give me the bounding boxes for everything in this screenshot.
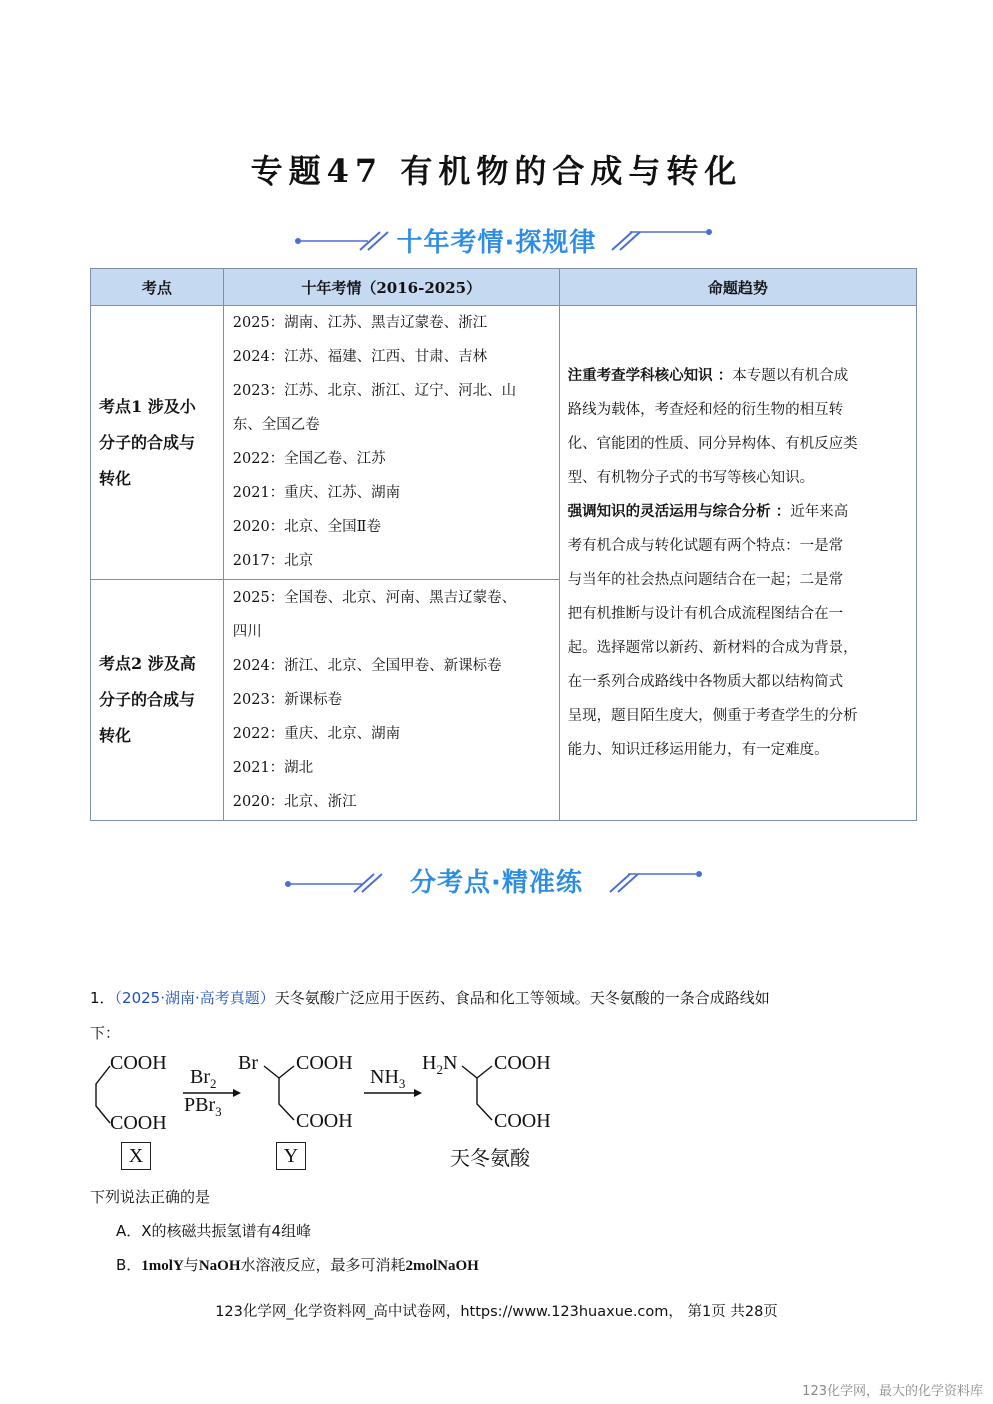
kaodian-1-line: 分子的合成与 — [99, 432, 196, 452]
exam-history-table — [90, 268, 917, 821]
question-prompt: 下列说法正确的是 — [90, 1188, 211, 1206]
option-text: 与 — [183, 1256, 199, 1274]
page-footer: 123化学网_化学资料网_高中试卷网，https://www.123huaxue.com， 第1页 共28页 — [215, 1304, 778, 1320]
year-line: 2024：浙江、北京、全国甲卷、新课标卷 — [232, 658, 502, 674]
option-text: X的核磁共振氢谱有4组峰 — [141, 1222, 312, 1240]
year-line: 四川 — [232, 624, 262, 640]
product-cooh-bottom: COOH — [494, 1110, 551, 1132]
watermark: 123化学网，最大的化学资料库 — [802, 1384, 983, 1399]
option-a — [116, 1220, 311, 1241]
kaodian-2-line: 分子的合成与 — [99, 690, 196, 709]
reagent-nh3: $NH_3$ — [370, 1066, 406, 1091]
banner-ten-year — [0, 218, 993, 262]
table-row — [91, 306, 917, 580]
x-cooh-top: COOH — [110, 1052, 167, 1074]
product-cooh-top: COOH — [494, 1052, 551, 1074]
reagent-br2: $Br_2$ — [190, 1066, 217, 1091]
question-stem: 天冬氨酸广泛应用于医药、食品和化工等领域。天冬氨酸的一条合成路线如 — [274, 989, 770, 1007]
trend-text: 与当年的社会热点问题结合在一起；二是常 — [567, 572, 844, 588]
kaodian-2 — [91, 580, 224, 821]
trend-text: 化、官能团的性质、同分异构体、有机反应类 — [567, 436, 858, 452]
year-line: 2020：北京、浙江 — [232, 794, 357, 810]
option-letter: B． — [116, 1256, 142, 1274]
question-number: 1． — [90, 989, 115, 1007]
table-header-row — [91, 269, 917, 306]
trend-cell — [559, 306, 916, 821]
banner-ten-year-text: 十年考情·探规律 — [396, 228, 597, 258]
trend-text: 呈现，题目陌生度大，侧重于考查学生的分析 — [567, 708, 858, 724]
question-stem-2: 下： — [90, 1024, 121, 1042]
kaodian-1-line: 转化 — [99, 468, 132, 488]
year-line: 2024：江苏、福建、江西、甘肃、吉林 — [232, 349, 488, 365]
trend-text: 本专题以有机合成 — [732, 368, 849, 384]
year-line: 2023：新课标卷 — [232, 692, 343, 708]
trend-text: 能力、知识迁移运用能力，有一定难度。 — [567, 742, 829, 758]
label-x: X — [121, 1142, 151, 1170]
option-b-mol: 1molY — [141, 1258, 184, 1274]
year-line: 2021：重庆、江苏、湖南 — [232, 485, 401, 501]
year-line: 东、全国乙卷 — [232, 417, 320, 433]
kaodian-2-line: 转化 — [99, 726, 132, 745]
year-line: 2023：江苏、北京、浙江、辽宁、河北、山 — [232, 383, 517, 399]
banner-practice-text: 分考点·精准练 — [410, 868, 583, 898]
year-line: 2022：重庆、北京、湖南 — [232, 726, 401, 742]
trend-text: 考有机合成与转化试题有两个特点：一是常 — [567, 538, 844, 554]
banner-practice — [0, 858, 993, 902]
trend-head-1: 注重考查学科核心知识 ： — [567, 367, 733, 384]
option-b — [116, 1254, 479, 1275]
history-2 — [223, 580, 559, 821]
question-1 — [90, 988, 910, 1008]
kaodian-2-line: 考点2 涉及高 — [99, 654, 196, 673]
trend-text: 近年来高 — [790, 504, 849, 520]
option-text: 水溶液反应，最多可消耗 — [240, 1256, 406, 1274]
trend-text: 把有机推断与设计有机合成流程图结合在一 — [567, 606, 844, 622]
trend-text: 路线为载体，考查烃和烃的衍生物的相互转 — [567, 402, 844, 418]
option-letter: A． — [116, 1222, 142, 1240]
x-cooh-bottom: COOH — [110, 1112, 167, 1134]
trend-text: 型、有机物分子式的书写等核心知识。 — [567, 470, 815, 486]
year-line: 2025：全国卷、北京、河南、黑吉辽蒙卷、 — [232, 590, 517, 606]
year-line: 2025：湖南、江苏、黑吉辽蒙卷、浙江 — [232, 315, 488, 331]
header-trend: 命题趋势 — [559, 269, 916, 306]
trend-text: 起。选择题常以新药、新材料的合成为背景， — [567, 640, 858, 656]
label-y: Y — [276, 1142, 306, 1170]
year-line: 2021：湖北 — [232, 760, 314, 776]
header-kaodian: 考点 — [91, 269, 224, 306]
y-br: Br — [238, 1052, 258, 1074]
trend-head-2: 强调知识的灵活运用与综合分析 ： — [567, 503, 791, 520]
header-history: 十年考情（2016-2025） — [223, 269, 559, 306]
kaodian-1-line: 考点1 涉及小 — [99, 396, 196, 416]
product-name: 天冬氨酸 — [450, 1146, 530, 1170]
y-cooh-top: COOH — [296, 1052, 353, 1074]
option-b-naoh: NaOH — [198, 1258, 241, 1274]
question-source: （2025·湖南·高考真题） — [114, 989, 275, 1007]
product-h2n: $H_2N$ — [422, 1052, 458, 1077]
reaction-scheme — [88, 1048, 578, 1178]
year-line: 2020：北京、全国Ⅱ卷 — [232, 519, 382, 535]
page-title: 专题47 有机物的合成与转化 — [250, 152, 743, 190]
year-line: 2022：全国乙卷、江苏 — [232, 451, 386, 467]
y-cooh-bottom: COOH — [296, 1110, 353, 1132]
option-b-tail: 2molNaOH — [405, 1258, 479, 1274]
kaodian-1 — [91, 306, 224, 580]
reagent-pbr3: PBr$_3$ — [184, 1094, 222, 1119]
trend-text: 在一系列合成路线中各物质大都以结构简式 — [567, 674, 844, 690]
year-line: 2017：北京 — [232, 553, 314, 569]
history-1 — [223, 306, 559, 580]
